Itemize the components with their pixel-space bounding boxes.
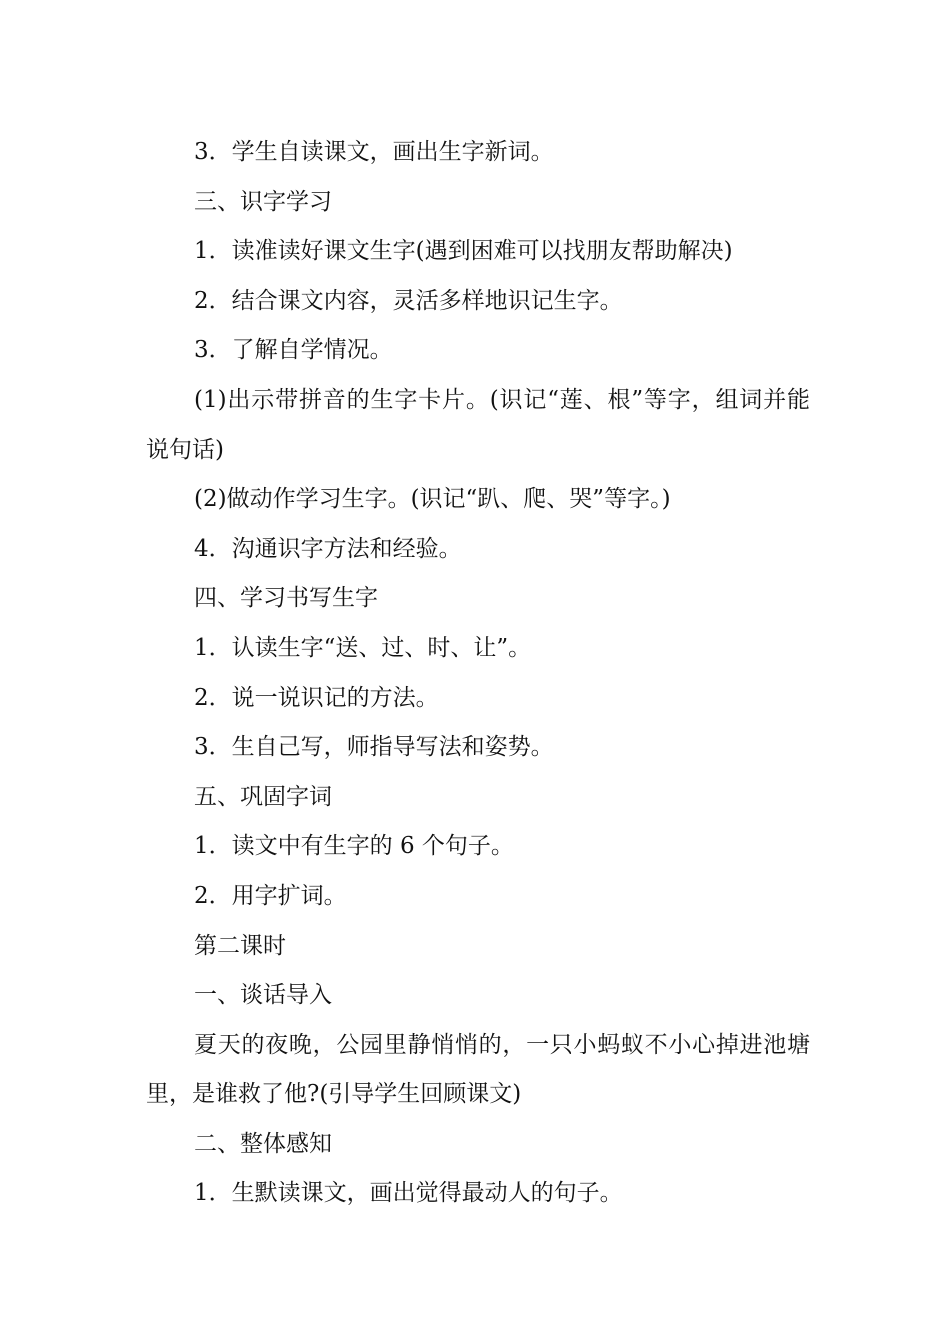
heading-second-lesson: 第二课时 [194,932,286,959]
paragraph-step-1-silent-read: 1．生默读课文，画出觉得最动人的句子。 [194,1180,623,1207]
heading-section-5: 五、巩固字词 [194,783,332,810]
paragraph-step-2-expand: 2．用字扩词。 [194,882,347,909]
paragraph-step-3-check: 3．了解自学情况。 [194,337,393,364]
paragraph-step-3-self-read: 3．学生自读课文，画出生字新词。 [194,139,554,165]
paragraph-sub-1-cards: (1)出示带拼音的生字卡片。(识记“莲、根”等字，组词并能说句话) [146,386,810,463]
paragraph-step-3-writing: 3．生自己写，师指导写法和姿势。 [194,734,554,761]
heading-section-2-overview: 二、整体感知 [194,1130,332,1157]
heading-section-1-intro: 一、谈话导入 [194,982,332,1009]
paragraph-intro-story: 夏天的夜晚，公园里静悄悄的，一只小蚂蚁不小心掉进池塘里，是谁救了他?(引导学生回顾课文) [146,1031,810,1108]
document-body [146,128,810,1219]
heading-section-3: 三、识字学习 [194,188,332,215]
paragraph-step-4-methods: 4．沟通识字方法和经验。 [194,535,462,562]
paragraph-step-1-sentences: 1．读文中有生字的 6 个句子。 [194,833,514,860]
paragraph-step-1-read-characters: 1．读准读好课文生字(遇到困难可以找朋友帮助解决) [194,238,733,265]
paragraph-step-2-recognize: 2．结合课文内容，灵活多样地识记生字。 [194,287,623,314]
heading-section-4: 四、学习书写生字 [194,585,378,612]
paragraph-step-1-recognize-words: 1．认读生字“送、过、时、让”。 [194,634,532,661]
paragraph-step-2-methods: 2．说一说识记的方法。 [194,684,439,711]
paragraph-sub-2-actions: (2)做动作学习生字。(识记“趴、爬、哭”等字。) [194,486,671,513]
